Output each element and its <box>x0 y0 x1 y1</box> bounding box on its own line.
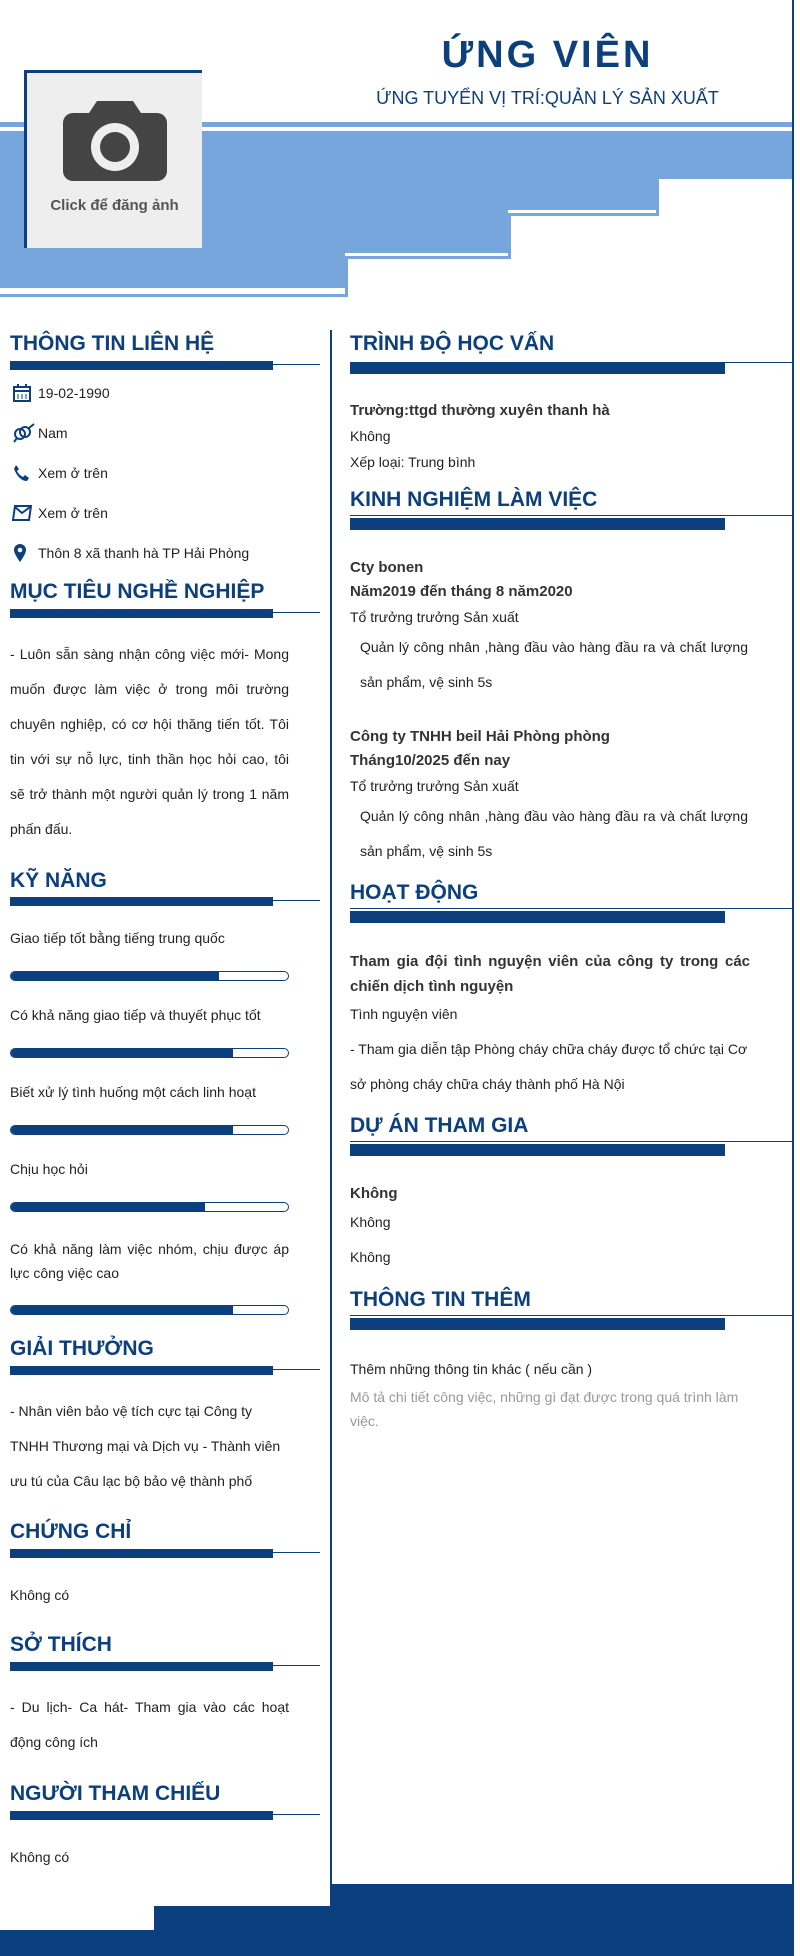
footer-band-right <box>330 1884 794 1956</box>
awards-title-line <box>10 1369 320 1370</box>
phone-text: Xem ở trên <box>38 465 108 481</box>
awards-title-bar <box>10 1366 273 1375</box>
calendar-icon <box>12 382 38 404</box>
skill-label: Có khả năng làm việc nhóm, chịu được áp lực công việc cao <box>10 1241 289 1281</box>
email-text: Xem ở trên <box>38 505 108 521</box>
skill-label: Biết xử lý tình huống một cách linh hoạt <box>10 1084 256 1100</box>
education-grade: Xếp loại: Trung bình <box>350 454 476 470</box>
education-title: TRÌNH ĐỘ HỌC VẤN <box>350 332 555 355</box>
experience-title-bar <box>350 518 725 530</box>
skill-bar <box>10 971 289 981</box>
skill-label: Chịu học hỏi <box>10 1161 88 1177</box>
job-position: Tổ trưởng trưởng Sản xuất <box>350 609 519 625</box>
contact-gender <box>12 422 68 444</box>
experience-title: KINH NGHIỆM LÀM VIỆC <box>350 488 598 511</box>
contact-birthday <box>12 382 110 404</box>
contact-title-bar <box>10 361 273 370</box>
project-description: Không <box>350 1249 391 1265</box>
objective-title-bar <box>10 609 273 618</box>
education-major: Không <box>350 428 391 444</box>
email-icon <box>12 502 38 524</box>
extra-title-bar <box>350 1318 725 1330</box>
hobbies-title-line <box>10 1665 320 1666</box>
certificates-text: Không có <box>10 1587 70 1603</box>
contact-title-line <box>10 364 320 365</box>
page-subtitle: ỨNG TUYỂN VỊ TRÍ:QUẢN LÝ SẢN XUẤT <box>376 88 719 108</box>
header-step-3 <box>0 253 345 288</box>
skill-bar-fill <box>11 1126 233 1134</box>
activity-description: - Tham gia diễn tập Phòng cháy chữa cháy được tổ chức tại Cơ sở phòng cháy chữa cháy thành phố Hà Nội <box>350 1041 748 1092</box>
skill-bar-fill <box>11 1306 233 1314</box>
skill-bar <box>10 1202 289 1212</box>
references-title-bar <box>10 1811 273 1820</box>
step-outline-2v <box>508 213 511 256</box>
skills-title-line <box>10 900 320 901</box>
skills-title-bar <box>10 897 273 906</box>
footer-band-left <box>0 1930 160 1956</box>
job-position: Tổ trưởng trưởng Sản xuất <box>350 778 519 794</box>
hobbies-title: SỞ THÍCH <box>10 1633 112 1656</box>
activity-name: Tham gia đội tình nguyện viên của công ty trong các chiến dịch tình nguyện <box>350 953 750 995</box>
step-outline-4 <box>0 294 348 297</box>
activities-title: HOẠT ĐỘNG <box>350 881 479 904</box>
right-border <box>792 0 794 1884</box>
projects-title: DỰ ÁN THAM GIA <box>350 1114 529 1137</box>
skill-label: Giao tiếp tốt bằng tiếng trung quốc <box>10 930 225 946</box>
contact-email <box>12 502 108 524</box>
birthday-text: 19-02-1990 <box>38 385 110 401</box>
education-title-line <box>350 362 792 363</box>
job-description: Quản lý công nhân ,hàng đầu vào hàng đầu ra và chất lượng sản phẩm, vệ sinh 5s <box>360 808 748 859</box>
references-title: NGƯỜI THAM CHIẾU <box>10 1782 221 1805</box>
skill-bar-fill <box>11 1203 205 1211</box>
references-title-line <box>10 1814 320 1815</box>
projects-title-bar <box>350 1144 725 1156</box>
objective-text: - Luôn sẵn sàng nhận công việc mới- Mong muốn được làm việc ở trong môi trường chuyên nghiệp, có cơ hội thăng tiến tốt. Tôi tin với sự nỗ lực, tinh thần học hỏi cao, tôi sẽ trở thành một người quản lý trong 1 năm phấn đấu. <box>10 646 289 837</box>
camera-icon <box>63 97 167 183</box>
experience-title-line <box>350 515 792 516</box>
job-period: Tháng10/2025 đến nay <box>350 752 511 769</box>
step-outline-1 <box>659 176 792 179</box>
hobbies-title-bar <box>10 1662 273 1671</box>
footer-band-mid <box>154 1906 334 1956</box>
awards-text: - Nhân viên bảo vệ tích cực tại Công ty TNHH Thương mại và Dịch vụ - Thành viên ưu tú của Câu lạc bộ bảo vệ thành phố <box>10 1403 281 1489</box>
contact-address <box>12 542 249 564</box>
activities-title-line <box>350 908 792 909</box>
location-icon <box>12 542 38 564</box>
extra-hint: Mô tả chi tiết công việc, những gì đạt được trong quá trình làm việc. <box>350 1389 739 1429</box>
photo-caption: Click để đăng ảnh <box>50 197 179 214</box>
column-divider <box>330 330 332 1906</box>
projects-title-line <box>350 1141 792 1142</box>
step-outline-2 <box>511 213 659 216</box>
skills-title: KỸ NĂNG <box>10 869 107 892</box>
contact-title: THÔNG TIN LIÊN HỆ <box>10 332 215 355</box>
project-name: Không <box>350 1185 398 1202</box>
education-school: Trường:ttgd thường xuyên thanh hà <box>350 402 610 419</box>
skill-bar <box>10 1305 289 1315</box>
activity-role: Tình nguyện viên <box>350 1006 458 1022</box>
gender-icon <box>12 422 38 444</box>
skill-label: Có khả năng giao tiếp và thuyết phục tốt <box>10 1007 261 1023</box>
job-company: Cty bonen <box>350 559 424 576</box>
objective-title-line <box>10 612 320 613</box>
skill-bar <box>10 1048 289 1058</box>
extra-title: THÔNG TIN THÊM <box>350 1288 531 1311</box>
photo-upload[interactable] <box>24 70 202 248</box>
step-outline-3v <box>345 256 348 296</box>
address-text: Thôn 8 xã thanh hà TP Hải Phòng <box>38 545 250 561</box>
phone-icon <box>12 462 38 484</box>
references-text: Không có <box>10 1849 70 1865</box>
certificates-title-line <box>10 1552 320 1553</box>
contact-phone <box>12 462 108 484</box>
extra-text: Thêm những thông tin khác ( nếu cần ) <box>350 1361 593 1377</box>
gender-text: Nam <box>38 425 68 441</box>
project-role: Không <box>350 1214 391 1230</box>
step-outline-3 <box>348 256 511 259</box>
certificates-title-bar <box>10 1549 273 1558</box>
hobbies-text: - Du lịch- Ca hát- Tham gia vào các hoạt động công ích <box>10 1699 289 1750</box>
objective-title: MỤC TIÊU NGHỀ NGHIỆP <box>10 580 265 603</box>
skill-bar <box>10 1125 289 1135</box>
step-outline-1v <box>656 176 659 213</box>
skill-bar-fill <box>11 1049 233 1057</box>
activities-title-bar <box>350 911 725 923</box>
extra-title-line <box>350 1315 792 1316</box>
education-title-bar <box>350 362 725 374</box>
job-period: Năm2019 đến tháng 8 năm2020 <box>350 583 573 600</box>
page-title: ỨNG VIÊN <box>441 34 654 76</box>
awards-title: GIẢI THƯỞNG <box>10 1337 154 1360</box>
skill-bar-fill <box>11 972 219 980</box>
job-company: Công ty TNHH beil Hải Phòng phòng <box>350 728 610 745</box>
certificates-title: CHỨNG CHỈ <box>10 1520 132 1543</box>
job-description: Quản lý công nhân ,hàng đầu vào hàng đầu ra và chất lượng sản phẩm, vệ sinh 5s <box>360 639 748 690</box>
